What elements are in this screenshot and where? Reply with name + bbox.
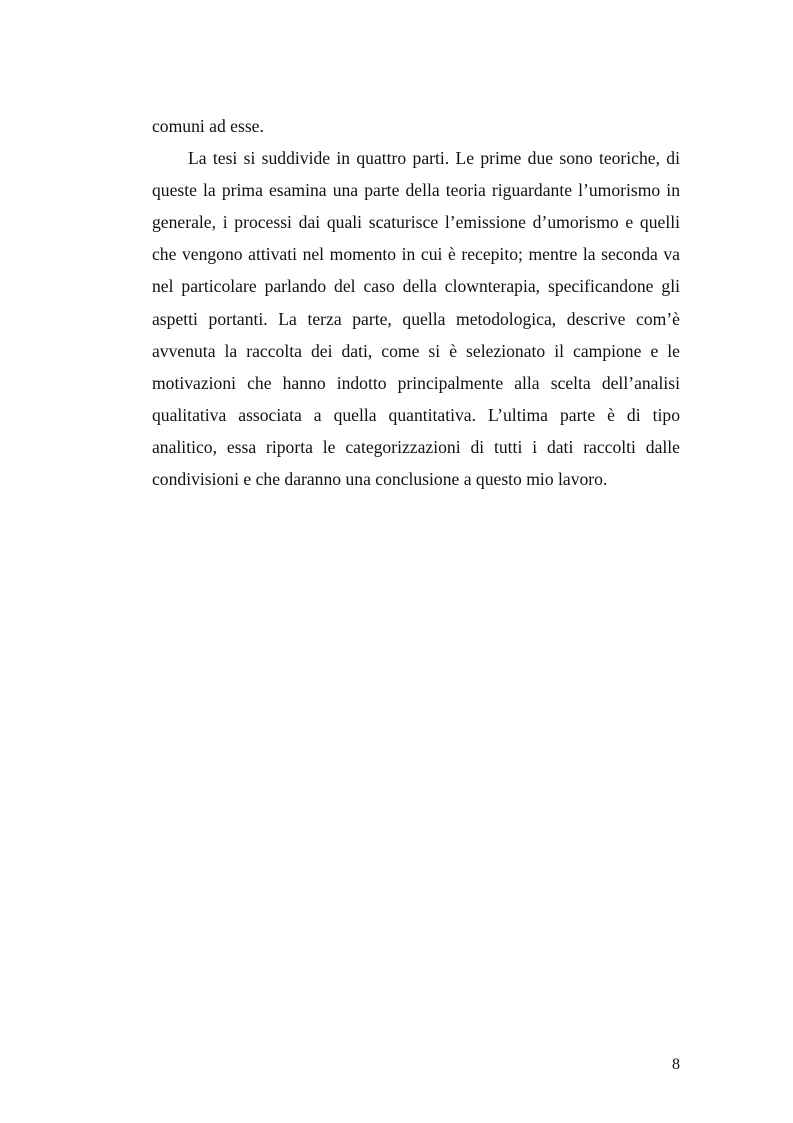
lead-line: comuni ad esse.	[152, 116, 264, 136]
page-number: 8	[672, 1056, 680, 1073]
body-text	[152, 110, 680, 495]
paragraph: La tesi si suddivide in quattro parti. Le prime due sono teoriche, di queste la prima esamina una parte della teoria riguardante l’umorismo in generale, i processi dai quali scaturisce l’emissione d’umorismo e quelli che vengono attivati nel momento in cui è recepito; mentre la seconda va nel particolare parlando del caso della clownterapia, specificandone gli aspetti portanti. La terza parte, quella metodologica, descrive com’è avvenuta la raccolta dei dati, come si è selezionato il campione e le motivazioni che hanno indotto principalmente alla scelta dell’analisi qualitativa associata a quella quantitativa. L’ultima parte è di tipo analitico, essa riporta le categorizzazioni di tutti i dati raccolti dalle condivisioni e che daranno una conclusione a questo mio lavoro.	[152, 148, 680, 490]
